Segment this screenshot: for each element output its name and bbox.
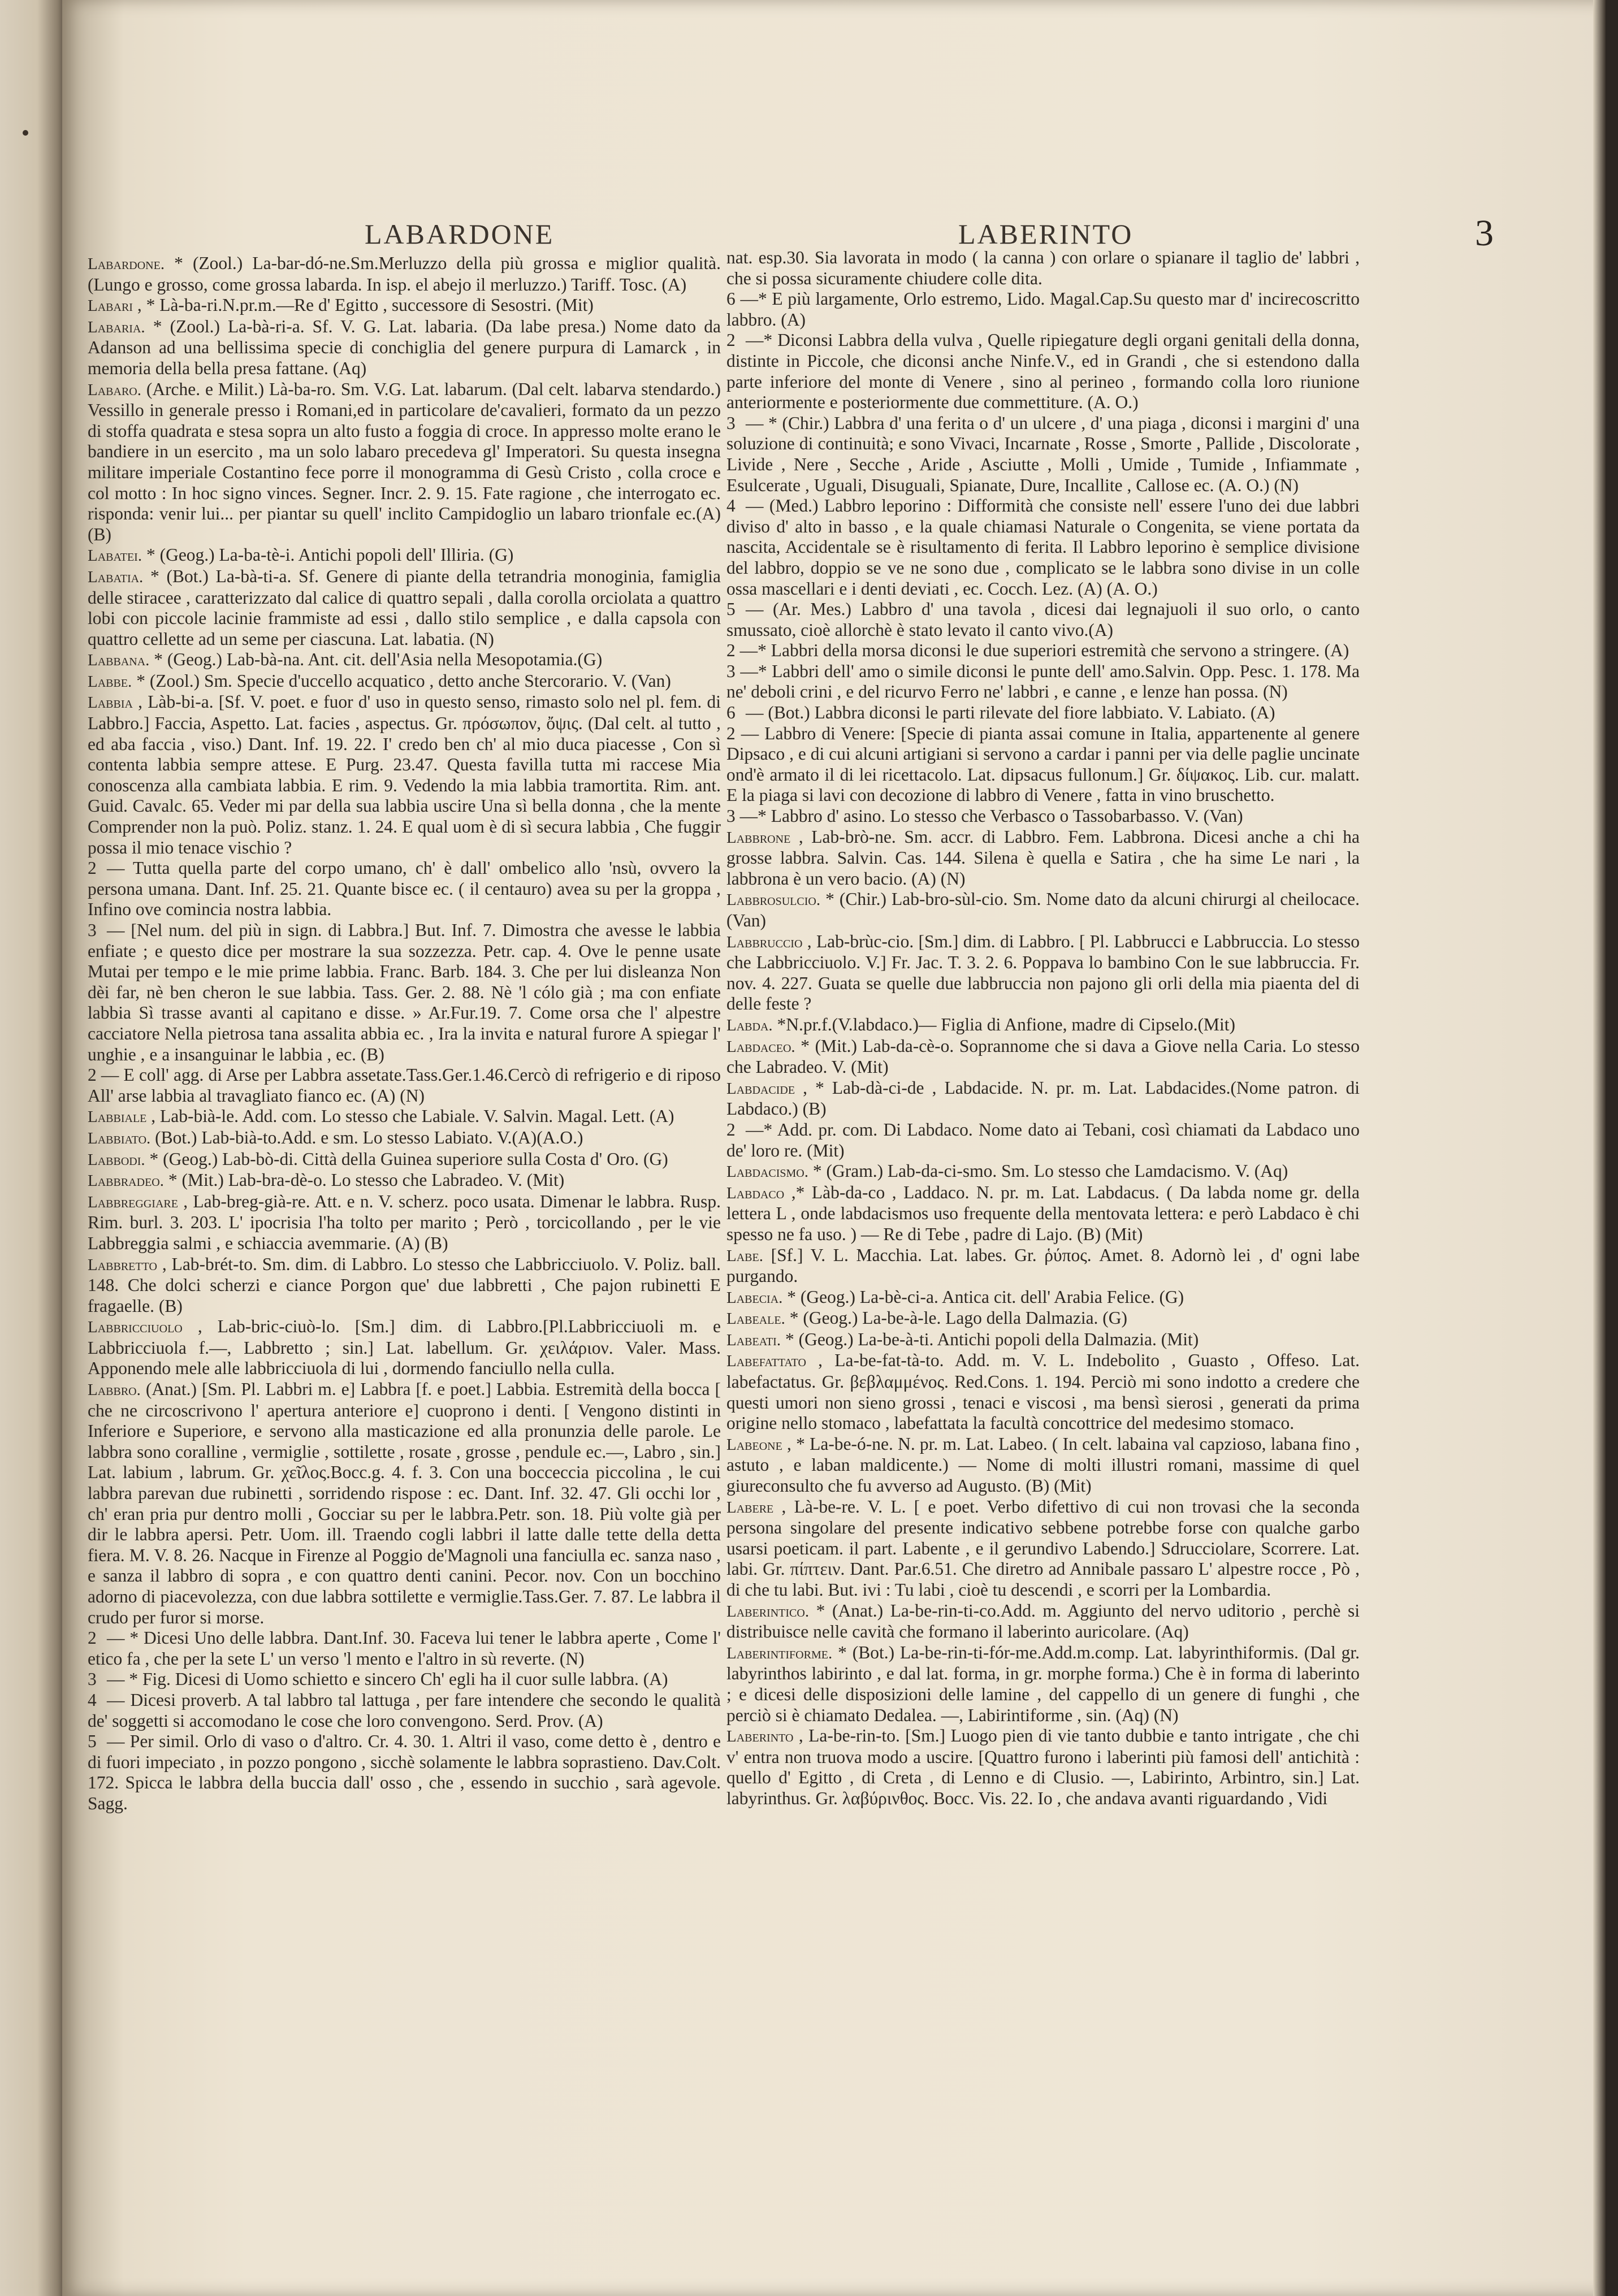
sense-number: 2 <box>726 1119 736 1140</box>
dictionary-entry <box>726 1497 1360 1601</box>
headword: Laberintiforme. <box>726 1644 833 1662</box>
entry-text: —* Add. pr. com. Di Labdaco. Nome dato ai Tebani, così chiamati da Labdaco uno de' loro re. (Mit) <box>726 1119 1360 1160</box>
entry-text: 2 — E coll' agg. di Arse per Labbra assetate.Tass.Ger.1.46.Cercò di refrigerio e di riposo All' arse labbia al travagliato fianco ec. (A) (N) <box>88 1065 721 1106</box>
dictionary-entry <box>726 932 1360 1015</box>
dictionary-entry <box>726 661 1360 703</box>
entry-text: , Làb-bi-a. [Sf. V. poet. e fuor d' uso in questo senso, rimasto solo nel pl. fem. di Labbro.] Faccia, Aspetto. Lat. facies , aspectus. Gr. πρόσωπον, ὄψις. (Dal celt. al tutto , ed aba faccia , viso.) Dant. Inf. 19. 22. I' credo ben ch' al mio duca piacesse , Con sì contenta labbia sempre attese. E Purg. 23.47. Questa favilla tutta mi raccese Mia conoscenza alla cambiata labbia. E rim. 9. Vedendo la mia labbia tramortita. Rim. ant. Guid. Cavalc. 65. Veder mi par della sua labbia uscire Una sì bella donna , che la mente Comprender non la può. Poliz. stanz. 1. 24. E qual uom è di sì secura labbia , Che fuggir possa il mio tenace vischio ? <box>88 692 721 857</box>
dictionary-entry <box>88 253 721 295</box>
entry-text: * (Zool.) Sm. Specie d'uccello acquatico , detto anche Stercorario. V. (Van) <box>136 670 671 691</box>
dictionary-entry <box>88 379 721 545</box>
headword: Labaria. <box>88 318 145 336</box>
entry-text: (Bot.) Lab-bià-to.Add. e sm. Lo stesso Labiato. V.(A)(A.O.) <box>155 1127 583 1147</box>
headword: Labbro. <box>88 1381 141 1400</box>
entry-text: — * Fig. Dicesi di Uomo schietto e sincero Ch' egli ha il cuor sulle labbra. (A) <box>107 1669 668 1689</box>
entry-text: * (Geog.) La-bè-ci-a. Antica cit. dell' Arabia Felice. (G) <box>787 1286 1184 1307</box>
entry-text: * (Geog.) Lab-bò-di. Città della Guinea superiore sulla Costa d' Oro. (G) <box>149 1149 668 1169</box>
sense-number: 2 <box>88 858 97 878</box>
headword: Labda. <box>726 1016 773 1034</box>
headword: Labere <box>726 1498 774 1517</box>
entry-text: , Lab-bric-ciuò-lo. [Sm.] dim. di Labbro.[Pl.Labbricciuoli m. e Labbricciuola f.—, Labbretto ; sin.] Lat. labellum. Gr. χειλάριον. Valer. Mass. Apponendo mele alle labbricciuola di lui , dormendo fanciullo nella culla. <box>88 1316 721 1379</box>
entry-text: * (Zool.) La-bar-dó-ne.Sm.Merluzzo della più grossa e miglior qualità. (Lungo e grosso, come grossa labarda. In isp. el abejo il merluzzo.) Tariff. Tosc. (A) <box>88 253 721 294</box>
headword: Labbruccio <box>726 933 803 951</box>
headword: Labatia. <box>88 567 144 586</box>
sense-number: 6 <box>726 703 736 723</box>
dictionary-entry <box>726 248 1360 289</box>
entry-text: 3 —* Labbro d' asino. Lo stesso che Verbasco o Tassobarbasso. V. (Van) <box>726 806 1243 826</box>
dictionary-entry <box>726 703 1360 724</box>
headword: Labdacismo. <box>726 1163 808 1181</box>
sense-number: 2 <box>88 1628 97 1648</box>
entry-text: —* Diconsi Labbra della vulva , Quelle ripiegature degli organi genitali della donna, distinte in Piccole, che diconsi anche Ninfe.V., ed in Grandi , che si estendono dalla parte inferiore del monte di Venere , sino al perineo , formando colla loro riunione anteriormente e posteriormente due commettiture. (A. O.) <box>726 330 1360 413</box>
headword: Labbana. <box>88 651 150 670</box>
headword: Labbretto <box>88 1255 157 1274</box>
entry-text: *N.pr.f.(V.labdaco.)— Figlia di Anfione, madre di Cipselo.(Mit) <box>777 1014 1235 1034</box>
dictionary-entry <box>726 1015 1360 1036</box>
sense-number: 4 <box>726 496 736 516</box>
dictionary-entry <box>726 889 1360 931</box>
sense-number: 3 <box>88 1669 97 1689</box>
entry-text: * (Anat.) La-be-rin-ti-co.Add. m. Aggiunto del nervo uditorio , perchè si distribuisce nelle cavità che formano il laberinto auricolare. (Aq) <box>726 1600 1360 1642</box>
dictionary-entry <box>726 330 1360 413</box>
entry-text: * (Geog.) Lab-bà-na. Ant. cit. dell'Asia nella Mesopotamia.(G) <box>154 649 603 670</box>
dictionary-entry <box>726 1434 1360 1497</box>
headword: Labeale. <box>726 1310 785 1328</box>
page-edge-shadow <box>1593 0 1606 2296</box>
entry-text: , Lab-brét-to. Sm. dim. di Labbro. Lo stesso che Labbricciuolo. V. Poliz. ball. 148. Che dolci scherzi e ciance Porgon que' due labbretti , Che pajon rubinetti E fragaelle. (B) <box>88 1254 721 1316</box>
dictionary-entry <box>726 1350 1360 1433</box>
sense-number: 5 <box>726 599 736 620</box>
entry-text: , La-be-fat-tà-to. Add. m. V. L. Indebolito , Guasto , Offeso. Lat. labefactatus. Gr. βεβλαμμένος. Red.Cons. 1. 194. Perciò mi sono indotto a credere che questi umori non sieno grossi , tenaci e viscosi , ma bensì sierosi , generati da prima origine nello stomaco , labefattata la facultà concottrice del medesimo stomaco. <box>726 1350 1360 1433</box>
headword: Labbreggiare <box>88 1193 178 1211</box>
headword: Labatei. <box>88 547 142 565</box>
dictionary-entry <box>726 1182 1360 1245</box>
header-left-word: LABARDONE <box>365 218 555 250</box>
entry-text: , Lab-bià-le. Add. com. Lo stesso che Labiale. V. Salvin. Magal. Lett. (A) <box>151 1106 674 1127</box>
entry-text: — * Dicesi Uno delle labbra. Dant.Inf. 30. Faceva lui tener le labbra aperte , Come l' etico fa , che per la sete L' un verso 'l mento e l'altro in sù reverte. (N) <box>88 1628 721 1669</box>
entry-text: — [Nel num. del più in sign. di Labbra.] But. Inf. 7. Dimostra che avesse le labbia enfiate ; e questo dice per mostrare la sua sozzezza. Petr. cap. 4. Ove le penne usate Mutai per tempo e le mie prime labbia. Franc. Barb. 184. 3. Che per lui disleanza Non dèi far, nè ben cheron le sue labbia. Tass. Ger. 2. 88. Nè 'l cólo già ; ma con enfiate labbia Sì trasse avanti al capitano e disse. » Ar.Fur.19. 7. Come orsa che l' alpestre cacciatore Nella pietrosa tana assalita abbia ec. , Ira la invita e natural furore A spiegar l' unghie , e a insanguinar le labbia , ec. (B) <box>88 920 721 1064</box>
entry-text: * (Mit.) Lab-da-cè-o. Soprannome che si dava a Giove nella Caria. Lo stesso che Labradeo. V. (Mit) <box>726 1036 1360 1077</box>
dictionary-entry <box>726 1726 1360 1809</box>
entry-text: , * Là-ba-ri.N.pr.m.—Re d' Egitto , successore di Sesostri. (Mit) <box>137 295 594 315</box>
dictionary-entry <box>726 1329 1360 1351</box>
headword: Labecia. <box>726 1288 783 1307</box>
entry-text: — Dicesi proverb. A tal labbro tal lattuga , per fare intendere che secondo le qualità de' soggetti si accomodano le cose che loro convengono. Serd. Prov. (A) <box>88 1689 721 1731</box>
entry-text: (Anat.) [Sm. Pl. Labbri m. e] Labbra [f. e poet.] Labbia. Estremità della bocca [ che ne circoscrivono l' apertura anteriore e] cuoprono i denti. [ Vengono distinti in Inferiore e Superiore, e servono alla masticazione ed alla pronunzia delle parole. Le labbra sono coralline , vermiglie , sottilette , rosate , grosse , pendule ec.—, Labro , sin.] Lat. labium , labrum. Gr. χεῖλος.Bocc.g. 4. f. 3. Con una bocceccia piccolina , le cui labbra parevan due rubinetti , sorridendo rispose : ec. Dant. Inf. 32. 47. Gli occhi lor , ch' eran pria pur dentro molli , Gocciar su per le labbra.Petr. son. 18. Più volte già per dir le labbra apersi. Petr. Uom. ill. Traendo cogli labbri il latte dalle tette della detta fiera. M. V. 8. 26. Nacque in Firenze al Poggio de'Magnoli una fanciulla ec. sanza naso , e sanza il labbro di sopra , e con quattro denti canini. Pecor. nov. Con un bocchino adorno di piacevolezza, con due labbra sottilette e vermiglie.Tass.Ger. 7. 87. Le labbra il crudo per furor si morse. <box>88 1379 721 1627</box>
sense-number: 4 <box>88 1689 97 1710</box>
header-right-word: LABERINTO <box>958 218 1134 250</box>
dictionary-entry <box>88 1065 721 1106</box>
previous-page-edge <box>0 0 68 2296</box>
sense-number: 3 <box>88 920 97 940</box>
entry-text: (Arche. e Milit.) Là-ba-ro. Sm. V.G. Lat. labarum. (Dal celt. labarva stendardo.) Vessillo in generale presso i Romani,ed in particolare de'cavalieri, formato da un pezzo di stoffa quadrata e stesa sopra un alto fusto a foggia di croce. In appresso molte erano le bandiere in un esercito , ma un solo labaro precedeva gl' Imperatori. Su questa insegna militare imperiale Costantino fece porre il monogramma di Gesù Cristo , colla croce e col motto : In hoc signo vinces. Segner. Incr. 2. 9. 15. Fate ragione , che interrogato ec. risponda: venir lui... per piantar su quell' inclito Campidoglio un labaro trionfale ec.(A)(B) <box>88 379 721 544</box>
dictionary-entry <box>88 649 721 671</box>
entry-text: , Lab-brò-ne. Sm. accr. di Labbro. Fem. Labbrona. Dicesi anche a chi ha grosse labbra. Salvin. Cas. 144. Silena è quella e Satira , che ha sime Le nari , la labbrona è un vero bacio. (A) (N) <box>726 826 1360 889</box>
dictionary-entry <box>726 289 1360 330</box>
ink-spot <box>23 130 28 136</box>
entry-text: — * (Chir.) Labbra d' una ferita o d' un ulcere , d' una piaga , diconsi i margini d' una soluzione di continuità; e sono Vivaci, Incarnate , Rosse , Smorte , Pallide , Discolorate , Livide , Nere , Secche , Aride , Asciutte , Molli , Umide , Tumide , Infiammate , Esulcerate , Uguali, Disuguali, Spianate, Dure, Incallite , Callose ec. (A. O.) (N) <box>726 413 1360 495</box>
dictionary-entry <box>88 1170 721 1192</box>
headword: Labaro. <box>88 380 141 399</box>
headword: Labbia <box>88 694 133 712</box>
dictionary-entry <box>726 1161 1360 1182</box>
headword: Labbiato. <box>88 1129 151 1147</box>
dictionary-entry <box>726 413 1360 496</box>
entry-text: 2 —* Labbri della morsa diconsi le due superiori estremità che servono a stringere. (A) <box>726 640 1349 661</box>
entry-text: * (Geog.) La-be-à-ti. Antichi popoli della Dalmazia. (Mit) <box>785 1329 1199 1349</box>
entry-text: * (Geog.) La-ba-tè-i. Antichi popoli dell' Illiria. (G) <box>146 545 514 565</box>
entry-text: ,* Làb-da-co , Laddaco. N. pr. m. Lat. Labdacus. ( Da labda nome gr. della lettera L , onde labdacismos uso frequente della mentovata lettera: e però Labdaco è chi spesso ne fa uso. ) — Re di Tebe , padre di Lajo. (B) (Mit) <box>726 1182 1360 1244</box>
dictionary-entry <box>88 1106 721 1128</box>
dictionary-entry <box>726 1643 1360 1726</box>
entry-text: — (Ar. Mes.) Labbro d' una tavola , dicesi dai legnajuoli il suo orlo, o canto smussato, cioè allorchè è stato levato il canto vivo.(A) <box>726 599 1360 640</box>
dictionary-entry <box>88 545 721 566</box>
dictionary-entry <box>88 1149 721 1171</box>
dictionary-entry <box>726 806 1360 827</box>
entry-text: , Lab-breg-già-re. Att. e n. V. scherz. poco usata. Dimenar le labbra. Rusp. Rim. burl. 3. 203. L' ipocrisia l'ha tolto per marito ; Però , torcicollando , per le vie Labbreggia salmi , e schiaccia avemmarie. (A) (B) <box>88 1191 721 1253</box>
headword: Labbradeo. <box>88 1172 164 1190</box>
headword: Labe. <box>726 1246 763 1265</box>
right-column <box>726 248 1360 1809</box>
dictionary-entry <box>88 295 721 317</box>
entry-text: , Là-be-re. V. L. [ e poet. Verbo difettivo di cui non trovasi che la seconda persona singolare del presente indicativo sebbene potrebbe forse con qualche garbo usarsi poeticam. il part. Labente , e il gerundivo Labendo.] Sdrucciolare, Scorrere. Lat. labi. Gr. πίπτειν. Dant. Par.6.51. Che diretro ad Annibale passaro L' alpestre rocce , Pò , di che tu labi. But. ivi : Tu labi , cioè tu descendi , e scorri per la Lombardia. <box>726 1496 1360 1600</box>
headword: Labbrone <box>726 828 791 847</box>
dictionary-entry <box>88 1316 721 1379</box>
entry-text: 3 —* Labbri dell' amo o simile diconsi le punte dell' amo.Salvin. Opp. Pesc. 1. 178. Ma ne' deboli crini , e del ricurvo Ferro ne' labbri , e canne , e lenze han possa. (N) <box>726 661 1360 702</box>
dictionary-entry <box>726 1308 1360 1329</box>
headword: Labeati. <box>726 1331 781 1349</box>
dictionary-entry <box>726 1036 1360 1078</box>
dictionary-entry <box>726 1287 1360 1309</box>
dictionary-entry <box>88 1628 721 1669</box>
entry-text: * (Chir.) Lab-bro-sùl-cio. Sm. Nome dato da alcuni chirurgi al cheilocace. (Van) <box>726 889 1360 930</box>
entry-text: 6 —* E più largamente, Orlo estremo, Lido. Magal.Cap.Su questo mar d' incirecoscritto labbro. (A) <box>726 289 1360 330</box>
entry-text: — (Med.) Labbro leporino : Difformità che consiste nell' essere l'uno dei due labbri diviso d' alto in basso , e la quale chiamasi Naturale o Congenita, se viene portata da nascita, Accidentale se è risultamento di ferita. Il Labbro leporino è semplice divisione del labbro, doppio se ve ne sono due , complicato se le labbra sono divise in un colle ossa mascellari e i denti deviati , ec. Cocch. Lez. (A) (A. O.) <box>726 496 1360 599</box>
dictionary-entry <box>88 1379 721 1628</box>
dictionary-entry <box>88 692 721 858</box>
dictionary-entry <box>88 671 721 692</box>
dictionary-entry <box>726 496 1360 599</box>
dictionary-entry <box>88 920 721 1065</box>
entry-text: * (Geog.) La-be-à-le. Lago della Dalmazia. (G) <box>789 1308 1128 1328</box>
dictionary-entry <box>726 1245 1360 1287</box>
dictionary-entry <box>88 1254 721 1317</box>
headword: Labdaceo. <box>726 1037 795 1056</box>
headword: Laberinto <box>726 1727 794 1746</box>
sense-number: 2 <box>726 330 736 350</box>
headword: Labari <box>88 297 133 315</box>
dictionary-entry <box>726 640 1360 661</box>
entry-text: * (Mit.) Lab-bra-dè-o. Lo stesso che Labradeo. V. (Mit) <box>168 1170 565 1190</box>
entry-text: nat. esp.30. Sia lavorata in modo ( la canna ) con orlare o spianare il taglio de' labbri , che si possa sicuramente chiudere colle dita. <box>726 248 1360 288</box>
entry-text: * (Zool.) La-bà-ri-a. Sf. V. G. Lat. labaria. (Da labe presa.) Nome dato da Adanson ad una bellissima specie di conchiglia del genere purpura di Lamarck , in memoria della bella presa fattane. (Aq) <box>88 316 721 378</box>
left-column <box>88 253 721 1814</box>
dictionary-entry <box>726 1601 1360 1643</box>
headword: Labeone <box>726 1435 782 1454</box>
headword: Labefattato <box>726 1352 806 1371</box>
entry-text: , * La-be-ó-ne. N. pr. m. Lat. Labeo. ( In celt. labaina val capzioso, labana fino , astuto , e laban maldicente.) — Nome di molti illustri romani, massime di quel giureconsulto che fu avverso ad Augusto. (B) (Mit) <box>726 1433 1360 1496</box>
entry-text: , * Lab-dà-ci-de , Labdacide. N. pr. m. Lat. Labdacides.(Nome patron. di Labdaco.) (B) <box>726 1077 1360 1119</box>
headword: Labbiale <box>88 1108 147 1127</box>
entry-text: 2 — Labbro di Venere: [Specie di pianta assai comune in Italia, appartenente al genere Dipsaco , e di cui alcuni artigiani si servono a cardar i panni per via delle paglie uncinate ond'è armato il di lei ricettacolo. Lat. dipsacus fullonum.] Gr. δίψακος. Lib. cur. malatt. E la piaga si lavi con decozione di labbro di Venere , fatta in vino bruschetto. <box>726 723 1360 805</box>
dictionary-entry <box>88 1669 721 1690</box>
entry-text: — (Bot.) Labbra diconsi le parti rilevate del fiore labbiato. V. Labiato. (A) <box>746 703 1275 723</box>
entry-text: [Sf.] V. L. Macchia. Lat. labes. Gr. ῥύπος. Amet. 8. Adornò lei , d' ogni labe purgando. <box>726 1245 1360 1286</box>
dictionary-entry <box>726 1120 1360 1161</box>
headword: Labbrosulcio. <box>726 891 821 909</box>
headword: Labbricciuolo <box>88 1318 183 1337</box>
entry-text: — Tutta quella parte del corpo umano, ch' è dall' ombelico allo 'nsù, ovvero la persona umana. Dant. Inf. 25. 21. Quante bisce ec. ( il centauro) avea su per la groppa , Infino ove comincia nostra labbia. <box>88 858 721 920</box>
entry-text: * (Bot.) La-be-rin-ti-fór-me.Add.m.comp. Lat. labyrinthiformis. (Dal gr. labyrinthos labirinto , e dal lat. forma, in gr. morphe forma.) Che è in forma di laberinto ; e dicesi delle disposizioni delle lamine , del cappello di un genere di funghi , che perciò si è chiamato Dedalea. —, Labirintiforme , sin. (Aq) (N) <box>726 1642 1360 1725</box>
sense-number: 3 <box>726 413 736 433</box>
dictionary-entry <box>88 1690 721 1731</box>
dictionary-entry <box>88 858 721 920</box>
page-number: 3 <box>1475 213 1494 254</box>
headword: Labdacide <box>726 1079 795 1098</box>
entry-text: , Lab-brùc-cio. [Sm.] dim. di Labbro. [ Pl. Labbrucci e Labbruccia. Lo stesso che Labbricciuolo. V.] Fr. Jac. T. 3. 2. 6. Poppava lo bambino Con le sue labbruccia. Fr. nov. 4. 227. Guata se quelle due labbruccia non pajono gli orli della mia piaenta del di delle feste ? <box>726 931 1360 1014</box>
entry-text: * (Bot.) La-bà-ti-a. Sf. Genere di piante della tetrandria monoginia, famiglia delle stiracee , caratterizzato dal calice di quattro sepali , dalla corolla orciolata a quattro lobi con piccole lacinie frammiste ad essi , dallo stilo semplice , e dalla capsola con quattro cellette ad un seme per ciascuna. Lat. labatia. (N) <box>88 566 721 649</box>
dictionary-entry <box>726 1078 1360 1120</box>
dictionary-entry <box>88 1128 721 1149</box>
sense-number: 5 <box>88 1731 97 1752</box>
entry-text: * (Gram.) Lab-da-ci-smo. Sm. Lo stesso che Lamdacismo. V. (Aq) <box>812 1161 1288 1181</box>
entry-text: — Per simil. Orlo di vaso o d'altro. Cr. 4. 30. 1. Altri il vaso, come detto è , dentro e di fuori impeciato , in pozzo pongono , sicchè solamente le labbra soprastieno. Dav.Colt. 172. Spicca le labbra della buccia dall' osso , che , essendo in succhio , sarà agevole. Sagg. <box>88 1731 721 1813</box>
dictionary-entry <box>726 724 1360 806</box>
headword: Labbodi. <box>88 1150 145 1169</box>
dictionary-entry <box>88 1192 721 1254</box>
dictionary-entry <box>88 317 721 379</box>
dictionary-entry <box>88 1731 721 1814</box>
headword: Labdaco <box>726 1184 785 1202</box>
dictionary-entry <box>726 827 1360 890</box>
headword: Labbe. <box>88 672 132 691</box>
headword: Laberintico. <box>726 1602 810 1621</box>
dictionary-entry <box>88 566 721 649</box>
entry-text: , La-be-rin-to. [Sm.] Luogo pien di vie tanto dubbie e tanto intrigate , che chi v' entra non truova modo a uscire. [Quattro furono i laberinti più famosi dell' antichità : quello d' Egitto , di Creta , di Lenno e di Clusio. —, Labirinto, Arbintro, sin.] Lat. labyrinthus. Gr. λαβύρινθος. Bocc. Vis. 22. Io , che andava avanti riguardando , Vidi <box>726 1726 1360 1808</box>
headword: Labardone. <box>88 255 165 273</box>
dictionary-entry <box>726 599 1360 640</box>
